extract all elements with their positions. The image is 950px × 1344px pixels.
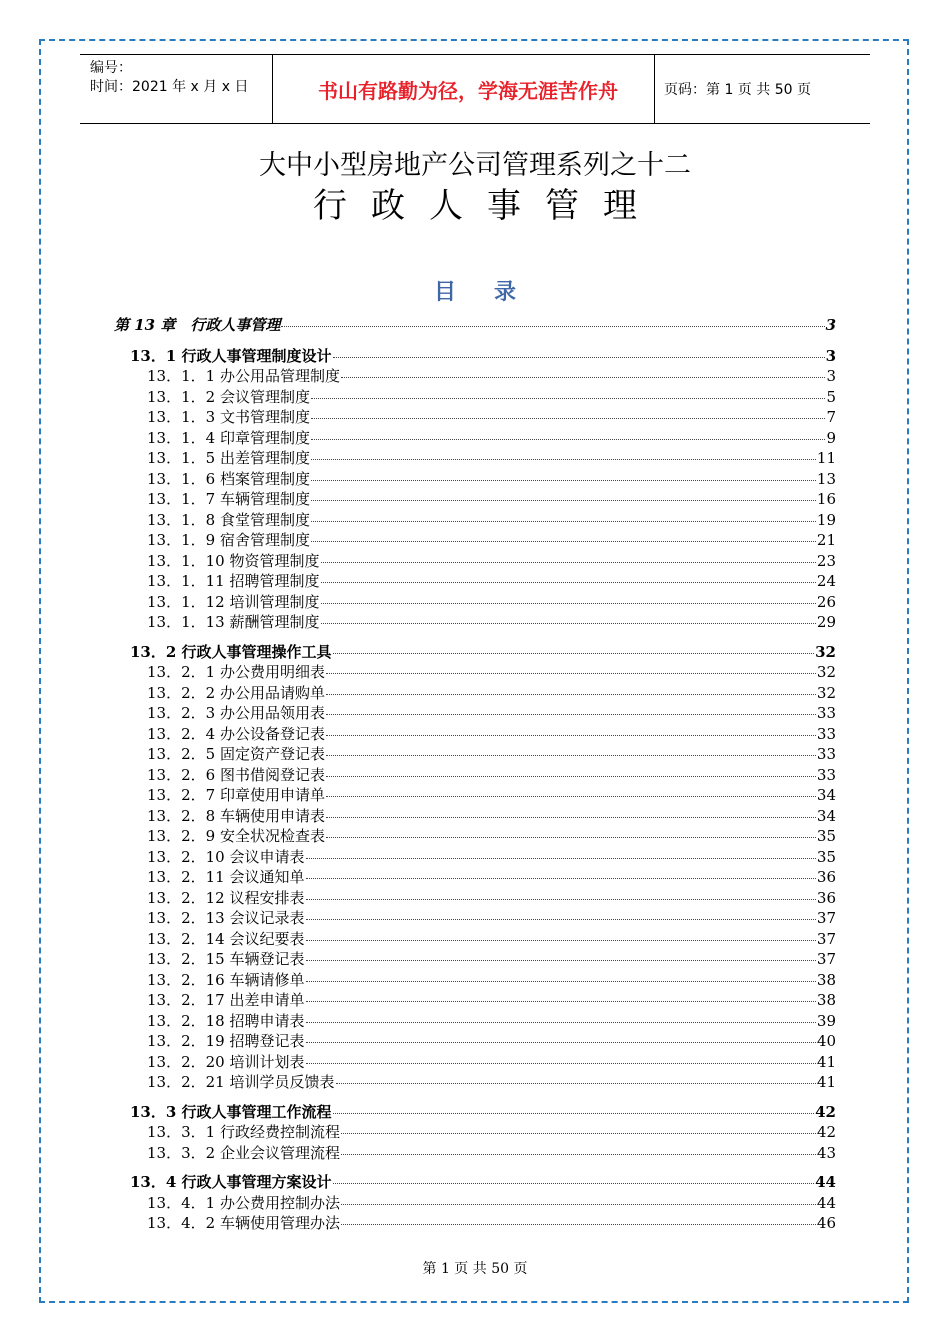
toc-leader-dots	[326, 755, 816, 756]
document-time-label: 时间：2021 年 x 月 x 日	[90, 79, 249, 95]
toc-entry-label: 13．2．6 图书借阅登记表	[147, 765, 325, 784]
toc-entry-label: 13．2．20 培训计划表	[147, 1052, 305, 1071]
toc-leader-dots	[326, 735, 816, 736]
header-motto: 书山有路勤为径，学海无涯苦作舟	[318, 78, 618, 103]
toc-entry-label: 13．2 行政人事管理操作工具	[130, 642, 332, 661]
toc-subsection-entry[interactable]	[147, 928, 836, 949]
toc-entry-page: 33	[816, 745, 836, 763]
toc-entry-page: 24	[816, 572, 836, 590]
toc-leader-dots	[311, 398, 826, 399]
toc-entry-page: 35	[816, 827, 836, 845]
toc-heading: 目录	[433, 280, 554, 305]
toc-entry-label: 13．2．19 招聘登记表	[147, 1032, 305, 1050]
toc-leader-dots	[311, 541, 816, 542]
toc-leader-dots	[306, 878, 816, 879]
toc-entry-page: 36	[816, 888, 836, 907]
toc-entry-page: 5	[826, 387, 836, 406]
toc-subsection-entry[interactable]	[147, 784, 836, 805]
toc-leader-dots	[333, 653, 815, 654]
toc-entry-page: 37	[816, 929, 836, 948]
toc-entry-label: 第 13 章 行政人事管理	[114, 316, 281, 334]
toc-entry-label: 13．2．11 会议通知单	[147, 868, 305, 886]
toc-leader-dots	[306, 981, 816, 982]
toc-subsection-entry[interactable]	[147, 682, 836, 703]
toc-entry-label: 13．2．8 车辆使用申请表	[147, 806, 325, 825]
toc-entry-label: 13．3．2 企业会议管理流程	[147, 1143, 340, 1162]
toc-entry-page: 11	[816, 449, 836, 467]
toc-subsection-entry[interactable]	[147, 846, 836, 867]
toc-entry-page: 19	[816, 510, 836, 529]
toc-leader-dots	[326, 776, 816, 777]
toc-leader-dots	[311, 521, 816, 522]
toc-entry-page: 43	[816, 1143, 836, 1162]
toc-leader-dots	[326, 673, 816, 674]
toc-leader-dots	[333, 357, 825, 358]
toc-entry-page: 26	[816, 592, 836, 611]
toc-leader-dots	[326, 837, 816, 838]
toc-subsection-entry[interactable]	[147, 969, 836, 990]
toc-entry-label: 13．1．7 车辆管理制度	[147, 490, 310, 508]
toc-entry-label: 13．4 行政人事管理方案设计	[130, 1173, 332, 1191]
toc-leader-dots	[321, 582, 816, 583]
toc-subsection-entry[interactable]	[147, 1121, 836, 1142]
toc-entry-label: 13．2．2 办公用品请购单	[147, 683, 325, 702]
toc-entry-page: 38	[816, 970, 836, 989]
toc-subsection-entry[interactable]	[147, 907, 836, 928]
toc-entry-label: 13．1．10 物资管理制度	[147, 551, 320, 570]
toc-entry-page: 42	[815, 1102, 836, 1121]
toc-entry-label: 13．1．5 出差管理制度	[147, 449, 310, 467]
toc-section-entry[interactable]	[130, 345, 836, 366]
toc-section-entry[interactable]	[130, 1171, 836, 1192]
toc-subsection-entry[interactable]	[147, 550, 836, 571]
toc-entry-page: 40	[816, 1032, 836, 1050]
header-page-info: 页码：第 1 页 共 50 页	[664, 82, 811, 98]
toc-leader-dots	[326, 694, 816, 695]
toc-leader-dots	[306, 899, 816, 900]
toc-entry-label: 13．1．3 文书管理制度	[147, 408, 310, 426]
toc-entry-page: 37	[816, 909, 836, 927]
toc-section-entry[interactable]	[130, 641, 836, 662]
toc-subsection-entry[interactable]	[147, 989, 836, 1010]
toc-leader-dots	[311, 418, 826, 419]
toc-leader-dots	[306, 940, 816, 941]
toc-entry-page: 33	[816, 724, 836, 743]
toc-leader-dots	[306, 960, 816, 961]
toc-entry-page: 3	[825, 346, 836, 365]
toc-entry-page: 41	[816, 1073, 836, 1091]
toc-leader-dots	[341, 1154, 816, 1155]
toc-entry-label: 13．1．2 会议管理制度	[147, 387, 310, 406]
toc-entry-page: 34	[816, 806, 836, 825]
toc-leader-dots	[311, 500, 816, 501]
toc-entry-page: 3	[826, 367, 836, 385]
toc-leader-dots	[333, 1183, 815, 1184]
toc-subsection-entry[interactable]	[147, 365, 836, 386]
document-number-label: 编号：	[90, 60, 132, 76]
toc-leader-dots	[321, 623, 816, 624]
toc-entry-page: 7	[826, 408, 836, 426]
toc-subsection-entry[interactable]	[147, 661, 836, 682]
toc-entry-page: 33	[816, 704, 836, 722]
toc-subsection-entry[interactable]	[147, 866, 836, 887]
toc-entry-label: 13．2．15 车辆登记表	[147, 950, 305, 968]
toc-leader-dots	[311, 459, 816, 460]
page-footer: 第 1 页 共 50 页	[422, 1261, 528, 1277]
toc-subsection-entry[interactable]	[147, 743, 836, 764]
toc-subsection-entry[interactable]	[147, 1051, 836, 1072]
toc-subsection-entry[interactable]	[147, 723, 836, 744]
toc-entry-label: 13．1．13 薪酬管理制度	[147, 613, 320, 631]
toc-entry-label: 13．2．18 招聘申请表	[147, 1011, 305, 1030]
toc-subsection-entry[interactable]	[147, 509, 836, 530]
toc-leader-dots	[311, 480, 816, 481]
toc-entry-page: 29	[816, 613, 836, 631]
toc-subsection-entry[interactable]	[147, 805, 836, 826]
toc-subsection-entry[interactable]	[147, 468, 836, 489]
toc-entry-page: 41	[816, 1052, 836, 1071]
toc-subsection-entry[interactable]	[147, 1071, 836, 1092]
toc-subsection-entry[interactable]	[147, 825, 836, 846]
toc-entry-label: 13．1．9 宿舍管理制度	[147, 531, 310, 549]
toc-entry-label: 13．2．9 安全状况检查表	[147, 827, 325, 845]
toc-subsection-entry[interactable]	[147, 447, 836, 468]
toc-leader-dots	[321, 562, 816, 563]
toc-subsection-entry[interactable]	[147, 702, 836, 723]
toc-subsection-entry[interactable]	[147, 1030, 836, 1051]
toc-entry-label: 13．2．14 会议纪要表	[147, 929, 305, 948]
header-meta	[90, 59, 248, 97]
toc-entry-label: 13．2．10 会议申请表	[147, 847, 305, 866]
toc-subsection-entry[interactable]	[147, 427, 836, 448]
toc-leader-dots	[326, 796, 816, 797]
toc-entry-label: 13．2．5 固定资产登记表	[147, 745, 325, 763]
toc-entry-label: 13．1．12 培训管理制度	[147, 592, 320, 611]
toc-entry-page: 9	[826, 428, 836, 447]
toc-entry-label: 13．3 行政人事管理工作流程	[130, 1102, 332, 1121]
toc-leader-dots	[311, 439, 826, 440]
toc-subsection-entry[interactable]	[147, 406, 836, 427]
toc-entry-page: 3	[825, 316, 836, 334]
toc-entry-label: 13．1．4 印章管理制度	[147, 428, 310, 447]
document-header	[80, 54, 870, 124]
toc-leader-dots	[281, 326, 824, 327]
toc-leader-dots	[341, 1224, 816, 1225]
toc-entry-label: 13．2．3 办公用品领用表	[147, 704, 325, 722]
toc-entry-page: 44	[815, 1173, 836, 1191]
toc-leader-dots	[326, 714, 816, 715]
toc-leader-dots	[321, 603, 816, 604]
toc-subsection-entry[interactable]	[147, 591, 836, 612]
toc-entry-page: 46	[816, 1214, 836, 1232]
toc-entry-label: 13．1．11 招聘管理制度	[147, 572, 320, 590]
toc-subsection-entry[interactable]	[147, 887, 836, 908]
toc-entry-label: 13．1．6 档案管理制度	[147, 469, 310, 488]
toc-leader-dots	[333, 1113, 815, 1114]
toc-entry-label: 13．4．2 车辆使用管理办法	[147, 1214, 340, 1232]
toc-subsection-entry[interactable]	[147, 1192, 836, 1213]
toc-entry-label: 13．2．1 办公费用明细表	[147, 663, 325, 681]
toc-leader-dots	[306, 1022, 816, 1023]
toc-entry-page: 38	[816, 991, 836, 1009]
toc-entry-page: 32	[815, 642, 836, 661]
toc-entry-page: 42	[816, 1123, 836, 1141]
toc-entry-label: 13．2．7 印章使用申请单	[147, 786, 325, 804]
toc-leader-dots	[341, 377, 826, 378]
toc-subsection-entry[interactable]	[147, 529, 836, 550]
toc-leader-dots	[341, 1204, 816, 1205]
toc-chapter-entry[interactable]	[114, 314, 836, 335]
toc-subsection-entry[interactable]	[147, 570, 836, 591]
toc-subsection-entry[interactable]	[147, 611, 836, 632]
toc-leader-dots	[306, 1063, 816, 1064]
toc-entry-page: 35	[816, 847, 836, 866]
series-title: 大中小型房地产公司管理系列之十二	[259, 150, 691, 181]
toc-subsection-entry[interactable]	[147, 488, 836, 509]
toc-entry-label: 13．1．8 食堂管理制度	[147, 510, 310, 529]
toc-subsection-entry[interactable]	[147, 1212, 836, 1233]
toc-leader-dots	[306, 919, 816, 920]
toc-subsection-entry[interactable]	[147, 948, 836, 969]
toc-entry-label: 13．1 行政人事管理制度设计	[130, 346, 332, 365]
toc-entry-page: 44	[816, 1193, 836, 1212]
toc-subsection-entry[interactable]	[147, 764, 836, 785]
toc-subsection-entry[interactable]	[147, 386, 836, 407]
toc-subsection-entry[interactable]	[147, 1010, 836, 1031]
toc-subsection-entry[interactable]	[147, 1142, 836, 1163]
toc-entry-page: 39	[816, 1011, 836, 1030]
toc-entry-page: 16	[816, 490, 836, 508]
toc-entry-label: 13．3．1 行政经费控制流程	[147, 1123, 340, 1141]
toc-leader-dots	[336, 1083, 816, 1084]
toc-entry-label: 13．4．1 办公费用控制办法	[147, 1193, 340, 1212]
toc-entry-page: 32	[816, 663, 836, 681]
toc-leader-dots	[306, 1042, 816, 1043]
document-title: 行政人事管理	[313, 186, 661, 226]
toc-entry-label: 13．2．16 车辆请修单	[147, 970, 305, 989]
toc-entry-page: 36	[816, 868, 836, 886]
header-divider	[272, 55, 273, 123]
toc-leader-dots	[326, 817, 816, 818]
toc-entry-label: 13．2．13 会议记录表	[147, 909, 305, 927]
toc-entry-page: 21	[816, 531, 836, 549]
toc-entry-page: 33	[816, 765, 836, 784]
toc-entry-page: 34	[816, 786, 836, 804]
toc-entry-label: 13．2．12 议程安排表	[147, 888, 305, 907]
toc-entry-page: 37	[816, 950, 836, 968]
toc-entry-label: 13．2．21 培训学员反馈表	[147, 1073, 335, 1091]
toc-leader-dots	[306, 858, 816, 859]
toc-leader-dots	[341, 1133, 816, 1134]
toc-leader-dots	[306, 1001, 816, 1002]
header-divider	[654, 55, 655, 123]
toc-entry-page: 23	[816, 551, 836, 570]
toc-entry-page: 32	[816, 683, 836, 702]
toc-section-entry[interactable]	[130, 1101, 836, 1122]
toc-entry-label: 13．2．4 办公设备登记表	[147, 724, 325, 743]
toc-entry-label: 13．2．17 出差申请单	[147, 991, 305, 1009]
toc-entry-label: 13．1．1 办公用品管理制度	[147, 367, 340, 385]
toc-entry-page: 13	[816, 469, 836, 488]
